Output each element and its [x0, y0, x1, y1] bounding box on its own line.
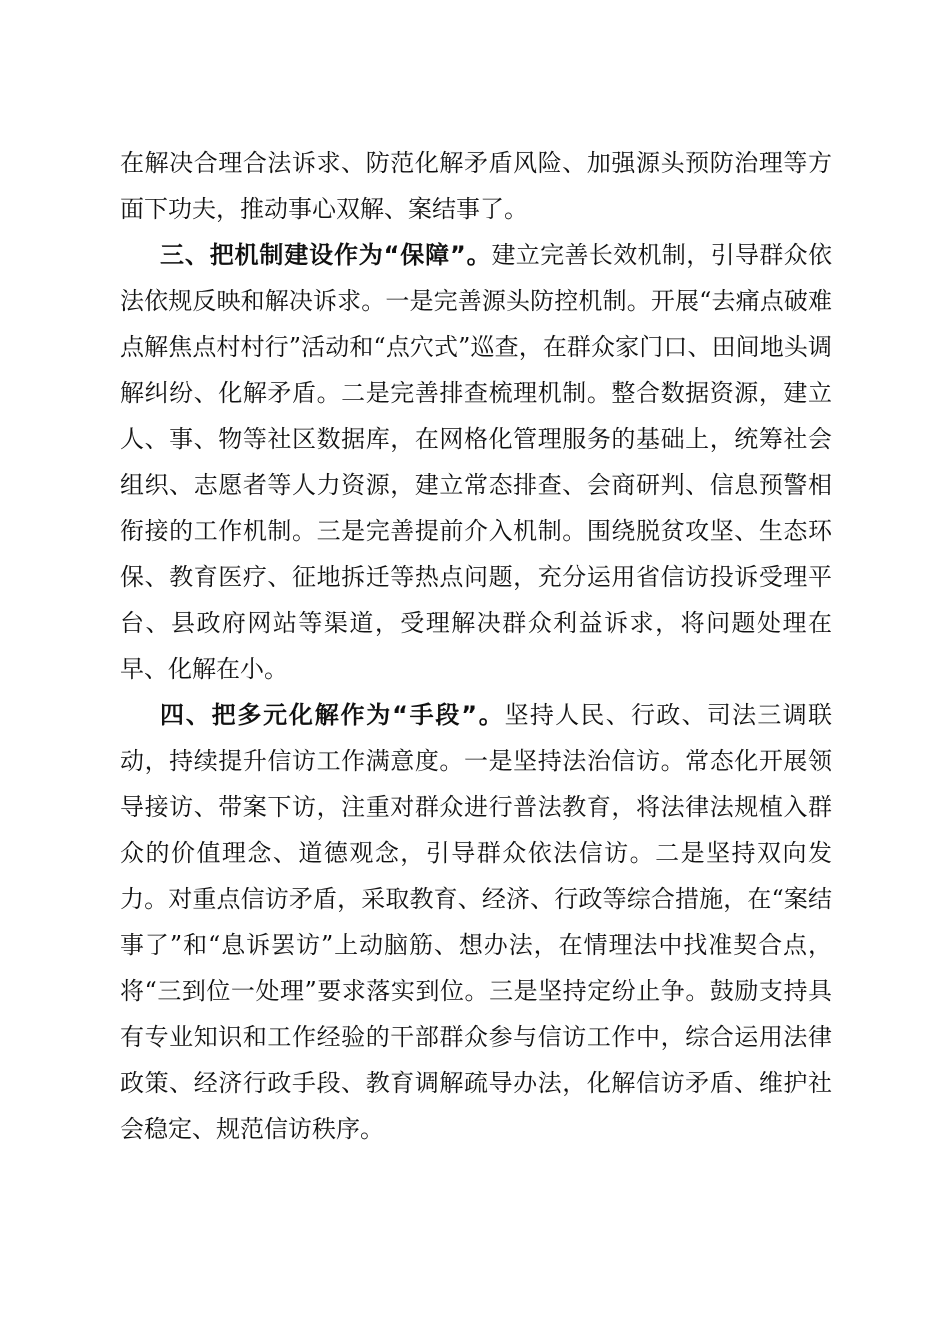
paragraph-body: 建立完善长效机制，引导群众依法依规反映和解决诉求。一是完善源头防控机制。开展“去痛点破难点解焦点村村行”活动和“点穴式”巡查，在群众家门口、田间地头调解纠纷、化解矛盾。二是完善排查梳理机制。整合数据资源，建立人、事、物等社区数据库，在网格化管理服务的基础上，统筹社会组织、志愿者等人力资源，建立常态排查、会商研判、信息预警相衔接的工作机制。三是完善提前介入机制。围绕脱贫攻坚、生态环保、教育医疗、征地拆迁等热点问题，充分运用省信访投诉受理平台、县政府网站等渠道，受理解决群众利益诉求，将问题处理在早、化解在小。	[120, 241, 833, 683]
section-heading-three: 三、把机制建设作为“保障”。	[160, 241, 492, 269]
paragraph-body: 在解决合理合法诉求、防范化解矛盾风险、加强源头预防治理等方面下功夫，推动事心双解、案结事了。	[120, 149, 832, 223]
paragraph-continuation	[120, 140, 832, 232]
document-body	[120, 140, 832, 1152]
paragraph-diversified-resolution	[120, 692, 832, 1152]
paragraph-body: 坚持人民、行政、司法三调联动，持续提升信访工作满意度。一是坚持法治信访。常态化开展领导接访、带案下访，注重对群众进行普法教育，将法律法规植入群众的价值理念、道德观念，引导群众依法信访。二是坚持双向发力。对重点信访矛盾，采取教育、经济、行政等综合措施，在“案结事了”和“息诉罢访”上动脑筋、想办法，在情理法中找准契合点，将“三到位一处理”要求落实到位。三是坚持定纷止争。鼓励支持具有专业知识和工作经验的干部群众参与信访工作中，综合运用法律政策、经济行政手段、教育调解疏导办法，化解信访矛盾、维护社会稳定、规范信访秩序。	[120, 701, 833, 1143]
paragraph-mechanism-building	[120, 232, 832, 692]
section-heading-four: 四、把多元化解作为“手段”。	[160, 701, 505, 729]
